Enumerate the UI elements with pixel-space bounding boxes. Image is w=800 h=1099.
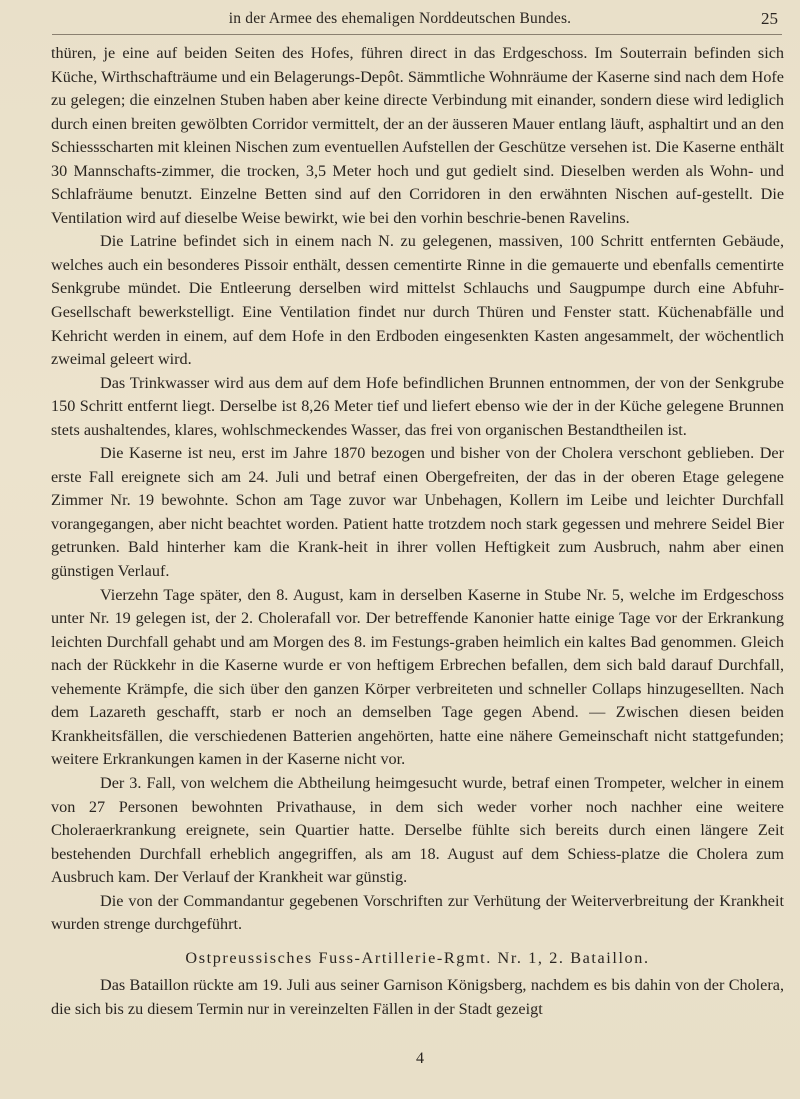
signature-mark: 4 [416, 1050, 424, 1067]
paragraph-drinking-water: Das Trinkwasser wird aus dem auf dem Hofe befindlichen Brunnen entnommen, der von der Senkgrube 150 Schritt entfernt liegt. Derselbe ist 8,26 Meter tief und liefert ebenso wie der in der Küche gelegene Brunnen stets aushaltendes, klares, wohlschmeckendes Wasser, das frei von organischen Bestandtheilen ist. [51, 373, 784, 439]
paragraph-first-case: Die Kaserne ist neu, erst im Jahre 1870 bezogen und bisher von der Cholera verschont geblieben. Der erste Fall ereignete sich am 24. Juli und betraf einen Obergefreiten, der das in der oberen Etage gelegene Zimmer Nr. 19 bewohnte. Schon am Tage zuvor war Unbehagen, Kollern im Leibe und leichter Durchfall vorangegangen, aber nicht beachtet worden. Patient hatte trotzdem noch stark gegessen und mehrere Seidel Bier getrunken. Bald hinterher kam die Krank-heit in ihrer vollen Heftigkeit zum Ausbruch, nahm aber einen günstigen Verlauf. [51, 444, 784, 581]
paragraph-battalion: Das Bataillon rückte am 19. Juli aus seiner Garnison Königsberg, nachdem es bis dahin von der Cholera, die sich bis zu diesem Termin nur in vereinzelten Fällen in der Stadt gezeigt [51, 976, 784, 1018]
running-head [0, 8, 800, 30]
running-title: in der Armee des ehemaligen Norddeutschen Bundes. [228, 10, 572, 27]
body-text [51, 42, 784, 1021]
paragraph-regulations: Die von der Commandantur gegebenen Vorschriften zur Verhütung der Weiterverbreitung der Krankheit wurden strenge durchgeführt. [51, 891, 784, 934]
paragraph-continued: thüren, je eine auf beiden Seiten des Hofes, führen direct in das Erdgeschoss. Im Souterrain befinden sich Küche, Wirthschafträume und ein Belagerungs-Depôt. Sämmtliche Wohnräume der Kaserne sind nach dem Hofe zu gelegen; die einzelnen Stuben haben aber keine directe Verbindung mit einander, sondern diese wird lediglich durch einen breiten gewölbten Corridor vermittelt, der an der äusseren Mauer entlang läuft, asphaltirt und an den Schiessscharten mit kleinen Nischen zum eventuellen Aufstellen der Geschütze versehen ist. Die Kaserne enthält 30 Mannschafts-zimmer, die trocken, 3,5 Meter hoch und gut gedielt sind. Dieselben werden als Wohn- und Schlafräume benutzt. Einzelne Betten sind auf den Corridoren in den erwähnten Nischen auf-gestellt. Die Ventilation wird auf dieselbe Weise bewirkt, wie bei den vorhin beschrie-benen Ravelins. [51, 44, 784, 227]
paragraph-latrine: Die Latrine befindet sich in einem nach N. zu gelegenen, massiven, 100 Schritt entfernten Gebäude, welches auch ein besonderes Pissoir enthält, dessen cementirte Rinne in die gemauerte und ebenfalls cementirte Senkgrube mündet. Die Entleerung derselben wird mittelst Schlauchs und Saugpumpe durch eine Abfuhr-Gesellschaft bewerkstelligt. Eine Ventilation findet nur durch Thüren und Fenster statt. Küchenabfälle und Kehricht werden in einem, auf dem Hofe in den Erdboden eingesenkten Kasten angesammelt, der wöchentlich zweimal geleert wird. [51, 232, 784, 369]
header-rule [52, 34, 782, 35]
paragraph-second-case: Vierzehn Tage später, den 8. August, kam in derselben Kaserne in Stube Nr. 5, welche im Erdgeschoss unter Nr. 19 gelegen ist, der 2. Cholerafall vor. Der betreffende Kanonier hatte einige Tage vor der Erkrankung leichten Durchfall gehabt und am Morgen des 8. im Festungs-graben heimlich ein kaltes Bad genommen. Gleich nach der Rückkehr in die Kaserne wurde er von heftigem Erbrechen befallen, dem sich bald darauf Durchfall, vehemente Krämpfe, die sich über den ganzen Körper verbreiteten und schneller Collaps hinzugesellten. Nach dem Lazareth geschafft, starb er noch an demselben Tage gegen Abend. — Zwischen diesen beiden Krankheitsfällen, die verschiedenen Batterien angehörten, hatte eine nähere Gemeinschaft nicht stattgefunden; weitere Erkrankungen kamen in der Kaserne nicht vor. [51, 585, 784, 769]
page-number: 25 [761, 9, 778, 28]
section-heading: Ostpreussisches Fuss-Artillerie-Rgmt. Nr. 1, 2. Bataillon. [185, 948, 650, 967]
paragraph-third-case: Der 3. Fall, von welchem die Abtheilung heimgesucht wurde, betraf einen Trompeter, welcher in einem von 27 Personen bewohnten Privathause, in dem sich weder vorher noch nachher eine weitere Choleraerkrankung ereignete, sein Quartier hatte. Derselbe fühlte sich bereits durch einen längere Zeit bestehenden Durchfall erheblich angegriffen, als am 18. August auf dem Schiess-platze die Cholera zum Ausbruch kam. Der Verlauf der Krankheit war günstig. [51, 773, 784, 887]
